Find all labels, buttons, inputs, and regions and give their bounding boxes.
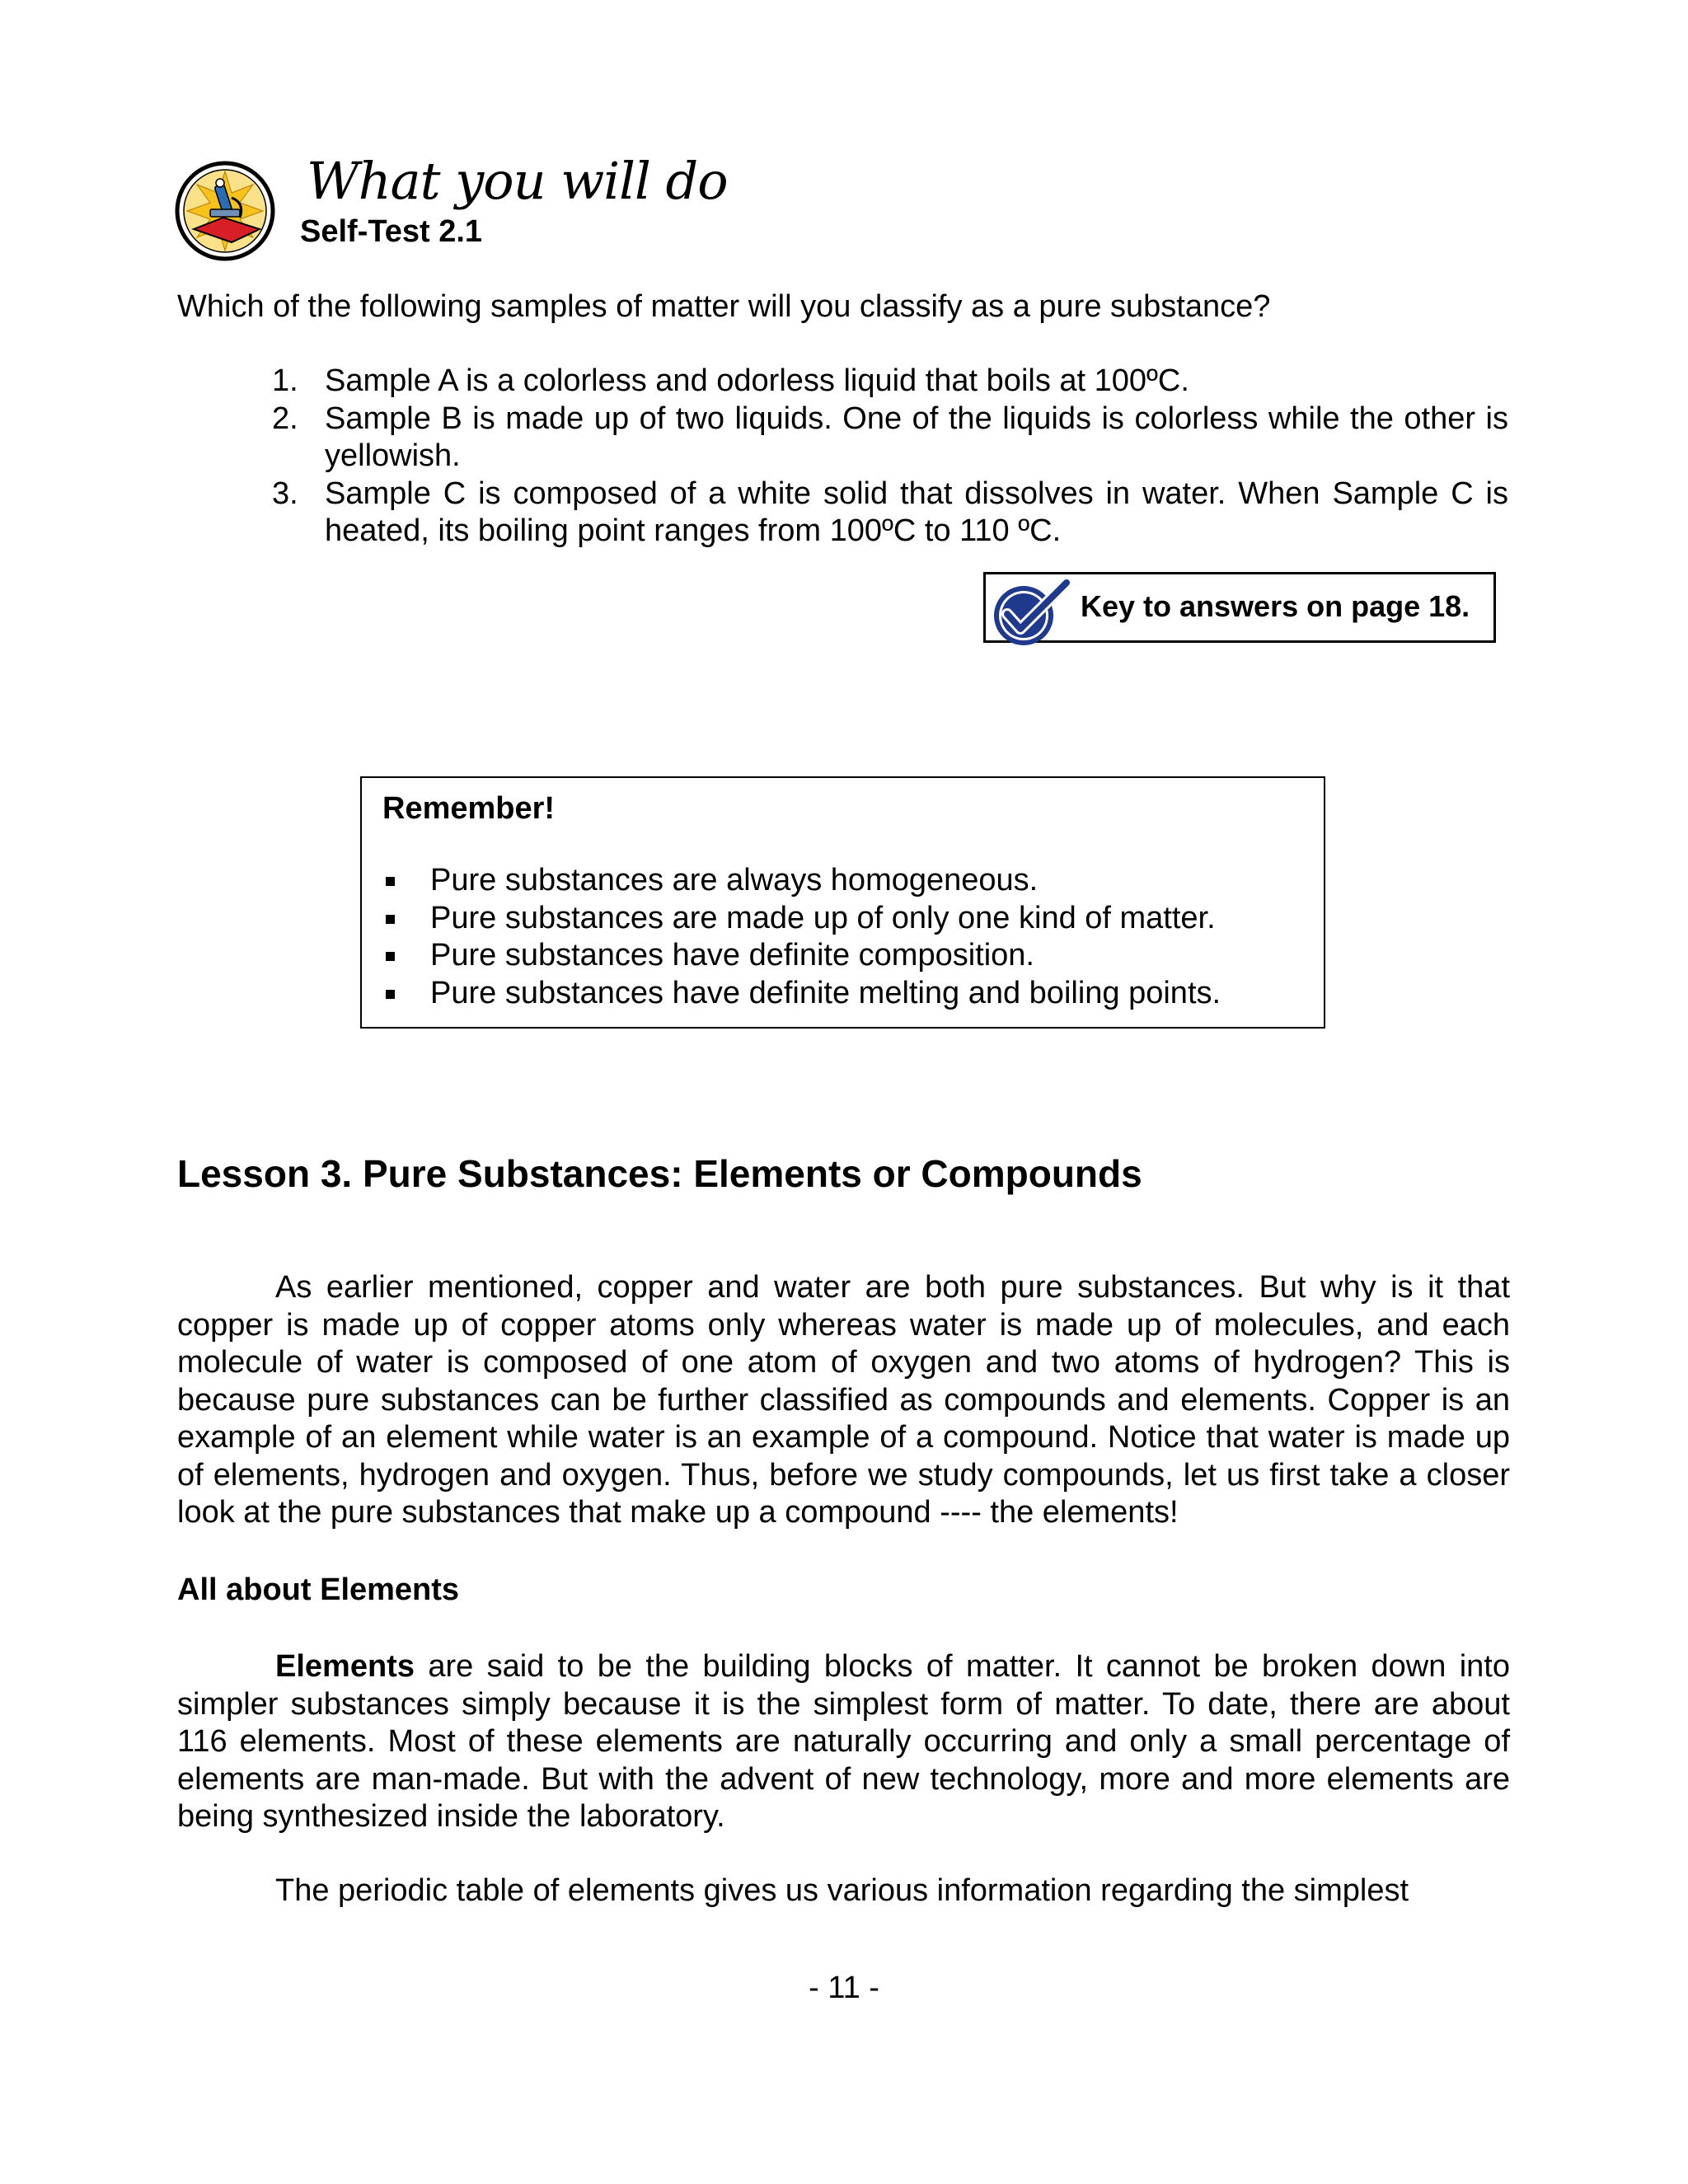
remember-list [382, 862, 1221, 1012]
lesson-paragraph-2 [177, 1648, 1510, 1836]
item-text: Sample A is a colorless and odorless liquid that boils at 100ºC. [325, 363, 1189, 398]
section-title: What you will do [307, 151, 728, 211]
answer-key-text: Key to answers on page 18. [1081, 589, 1470, 623]
list-item [382, 975, 1221, 1013]
item-text: Sample C is composed of a white solid that dissolves in water. When Sample C is heated, its boiling point ranges from 100ºC to 110 ºC. [325, 476, 1508, 548]
list-item [382, 862, 1221, 900]
remember-title: Remember! [382, 791, 556, 826]
paragraph-2-text: are said to be the building blocks of matter. It cannot be broken down into simpler substances simply because it is the simplest form of matter. To date, there are about 116 elements. Most of these elements are naturally occurring and only a small percentage of elements are man-made. But with the advent of new technology, more and more elements are being synthesized inside the laboratory. [177, 1649, 1510, 1834]
self-test-label: Self-Test 2.1 [300, 214, 483, 249]
section-heading: All about Elements [177, 1572, 460, 1607]
list-item [272, 401, 1508, 476]
remember-item-text: Pure substances are made up of only one kind of matter. [430, 900, 1216, 935]
item-text: Sample B is made up of two liquids. One of the liquids is colorless while the other is yellowish. [325, 401, 1508, 473]
square-bullet-icon [386, 877, 395, 886]
microscope-lab-emblem-icon [174, 160, 276, 262]
square-bullet-icon [386, 952, 395, 961]
remember-item-text: Pure substances are always homogeneous. [430, 863, 1039, 898]
item-number: 3. [272, 476, 298, 511]
item-number: 2. [272, 401, 298, 436]
lesson-title: Lesson 3. Pure Substances: Elements or Compounds [177, 1152, 1142, 1195]
lesson-paragraph-1: As earlier mentioned, copper and water are both pure substances. But why is it that copper is made up of copper atoms only whereas water is made up of molecules, and each molecule of water is composed of one atom of oxygen and two atoms of hydrogen? This is because pure substances can be further classified as compounds and elements. Copper is an example of an element while water is an example of a compound. Notice that water is made up of elements, hydrogen and oxygen. Thus, before we study compounds, let us first take a closer look at the pure substances that make up a compound ---- the elements! [177, 1270, 1510, 1530]
question-text: Which of the following samples of matter will you classify as a pure substance? [177, 289, 1271, 324]
lesson-paragraph-3: The periodic table of elements gives us various information regarding the simplest [275, 1873, 1409, 1908]
checkmark-icon [991, 578, 1071, 649]
term-elements: Elements [275, 1649, 415, 1684]
list-item [272, 363, 1508, 401]
list-item [382, 900, 1221, 938]
question-options-list [272, 363, 1508, 551]
remember-item-text: Pure substances have definite composition. [430, 938, 1034, 972]
square-bullet-icon [386, 990, 395, 999]
list-item [382, 937, 1221, 975]
page-number: - 11 - [809, 1971, 879, 2005]
list-item [272, 476, 1508, 551]
answer-key-box [983, 572, 1496, 643]
square-bullet-icon [386, 915, 395, 924]
remember-item-text: Pure substances have definite melting and boiling points. [430, 975, 1221, 1010]
item-number: 1. [272, 363, 298, 398]
remember-box [360, 776, 1325, 1029]
